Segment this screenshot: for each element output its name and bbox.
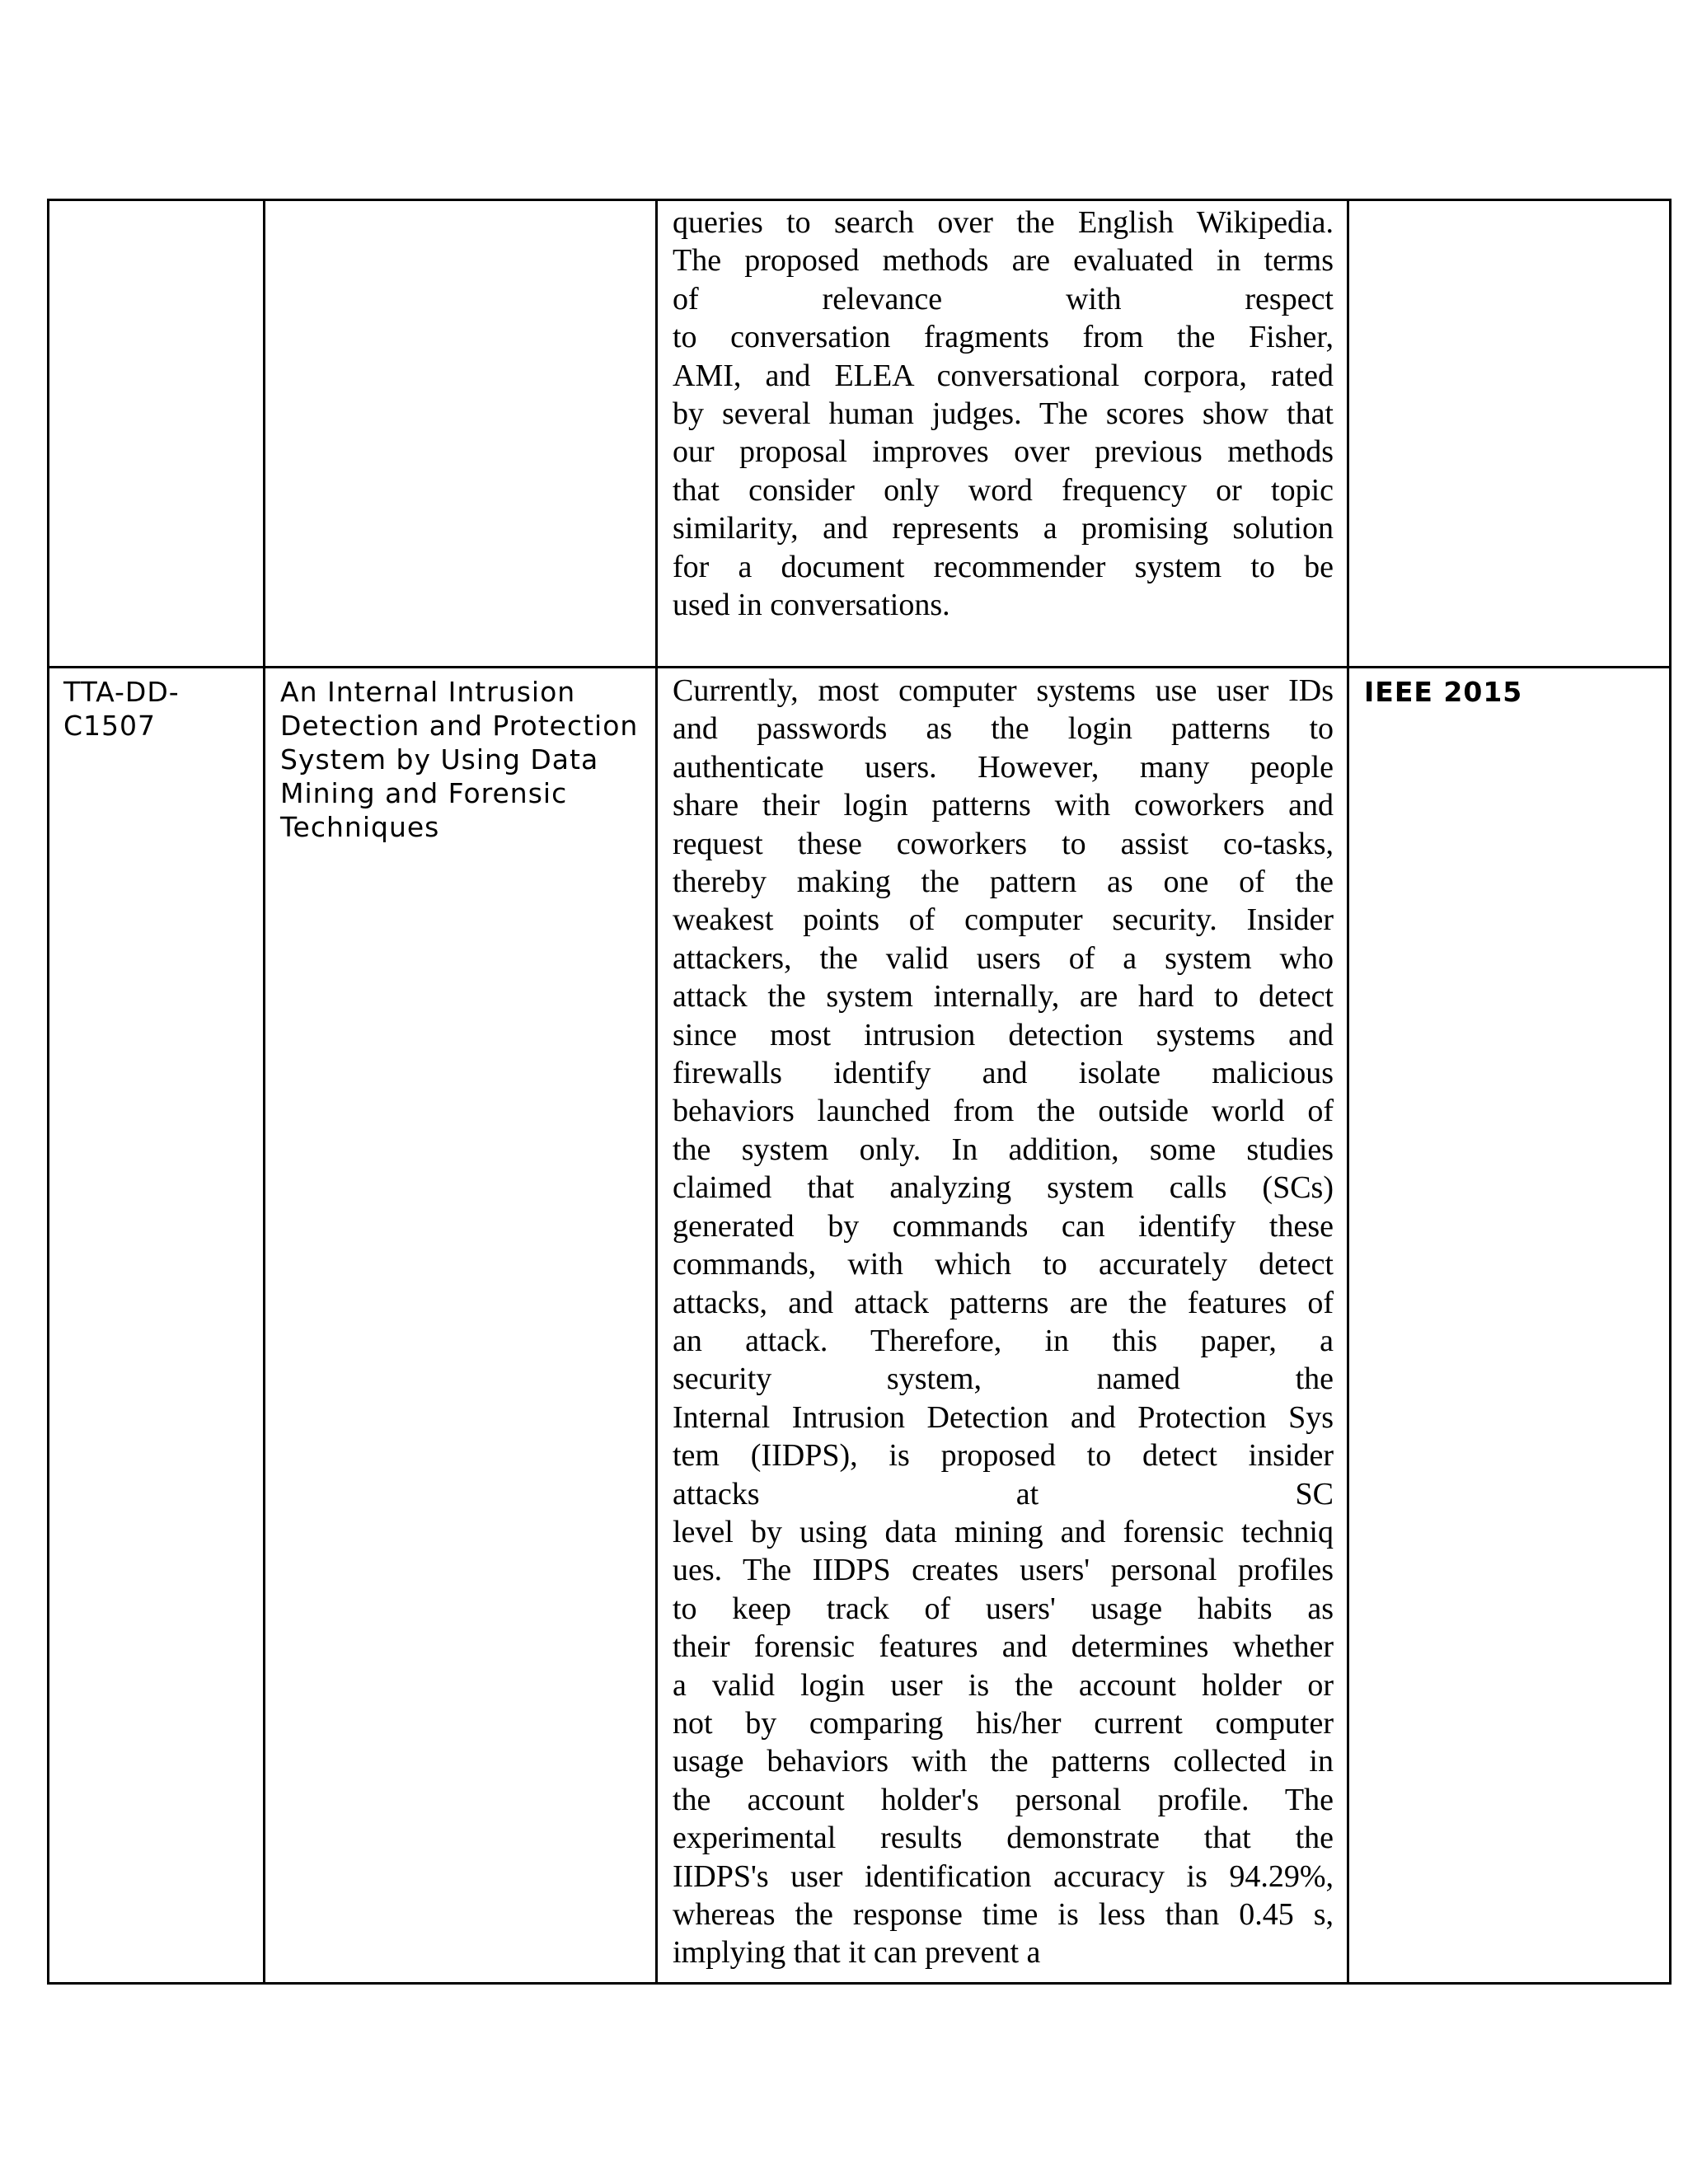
abstract-line: usage behaviors with the patterns collected in	[673, 1744, 1334, 1779]
abstract-line: thereby making the pattern as one of the	[673, 865, 1334, 900]
abstract-line: Internal Intrusion Detection and Protection Sys	[673, 1399, 1334, 1435]
abstract-line: experimental results demonstrate that the	[673, 1821, 1334, 1856]
abstract-line: request these coworkers to assist co-tasks,	[673, 826, 1334, 861]
project-title-cell	[265, 200, 657, 668]
abstract-line: to keep track of users' usage habits as	[673, 1591, 1334, 1626]
abstract-text	[673, 204, 1334, 624]
abstract-line: level by using data mining and forensic techniq	[673, 1514, 1334, 1549]
abstract-line: weakest points of computer security. Insider	[673, 902, 1334, 938]
abstract-line: their forensic features and determines whether	[673, 1629, 1334, 1665]
abstract-line: tem (IIDPS), is proposed to detect insider	[673, 1438, 1334, 1474]
abstract-line: The proposed methods are evaluated in terms	[673, 243, 1334, 279]
project-title-cell: An Internal Intrusion Detection and Protection System by Using Data Mining and Forensic Techniques	[265, 668, 657, 1984]
project-id-cell	[49, 200, 265, 668]
abstract-line: attacks at SC	[673, 1476, 1334, 1511]
abstract-line: since most intrusion detection systems and	[673, 1017, 1334, 1052]
abstract-cell	[657, 668, 1348, 1984]
abstract-line: not by comparing his/her current computer	[673, 1705, 1334, 1741]
abstract-cell	[657, 200, 1348, 668]
table-row	[49, 668, 1671, 1984]
abstract-line: the account holder's personal profile. The	[673, 1782, 1334, 1817]
abstract-line: behaviors launched from the outside world of	[673, 1094, 1334, 1129]
abstract-line: a valid login user is the account holder or	[673, 1667, 1334, 1703]
abstract-line: ues. The IIDPS creates users' personal profiles	[673, 1553, 1334, 1588]
abstract-line: an attack. Therefore, in this paper, a	[673, 1323, 1334, 1358]
abstract-line: by several human judges. The scores show that	[673, 396, 1334, 432]
abstract-line: generated by commands can identify these	[673, 1208, 1334, 1244]
abstract-line: to conversation fragments from the Fisher,	[673, 320, 1334, 355]
abstract-line: of relevance with respect	[673, 281, 1334, 316]
project-id-cell: TTA-DD-C1507	[49, 668, 265, 1984]
abstract-text	[673, 672, 1334, 1972]
abstract-line: used in conversations.	[673, 588, 950, 623]
abstract-line: IIDPS's user identification accuracy is 94.29%,	[673, 1858, 1334, 1894]
publisher-cell: IEEE 2015	[1348, 668, 1671, 1984]
abstract-line: implying that it can prevent a	[673, 1935, 1041, 1971]
abstract-line: commands, with which to accurately detect	[673, 1247, 1334, 1282]
abstract-line: AMI, and ELEA conversational corpora, rated	[673, 358, 1334, 393]
project-table	[47, 199, 1672, 1985]
abstract-line: our proposal improves over previous methods	[673, 434, 1334, 470]
abstract-line: Currently, most computer systems use user IDs	[673, 673, 1334, 708]
abstract-line: attack the system internally, are hard to detect	[673, 979, 1334, 1015]
abstract-line: attackers, the valid users of a system who	[673, 940, 1334, 976]
table-row	[49, 200, 1671, 668]
abstract-line: firewalls identify and isolate malicious	[673, 1056, 1334, 1091]
abstract-line: claimed that analyzing system calls (SCs)	[673, 1170, 1334, 1206]
abstract-line: and passwords as the login patterns to	[673, 711, 1334, 747]
abstract-line: authenticate users. However, many people	[673, 749, 1334, 785]
abstract-line: that consider only word frequency or topic	[673, 472, 1334, 508]
abstract-line: security system, named the	[673, 1361, 1334, 1397]
abstract-line: queries to search over the English Wikipedia.	[673, 205, 1334, 240]
abstract-line: whereas the response time is less than 0.45 s,	[673, 1897, 1334, 1932]
abstract-line: for a document recommender system to be	[673, 549, 1334, 584]
abstract-line: similarity, and represents a promising solution	[673, 511, 1334, 546]
publisher-cell	[1348, 200, 1671, 668]
abstract-line: share their login patterns with coworkers and	[673, 788, 1334, 823]
abstract-line: the system only. In addition, some studies	[673, 1132, 1334, 1167]
abstract-line: attacks, and attack patterns are the features of	[673, 1285, 1334, 1320]
